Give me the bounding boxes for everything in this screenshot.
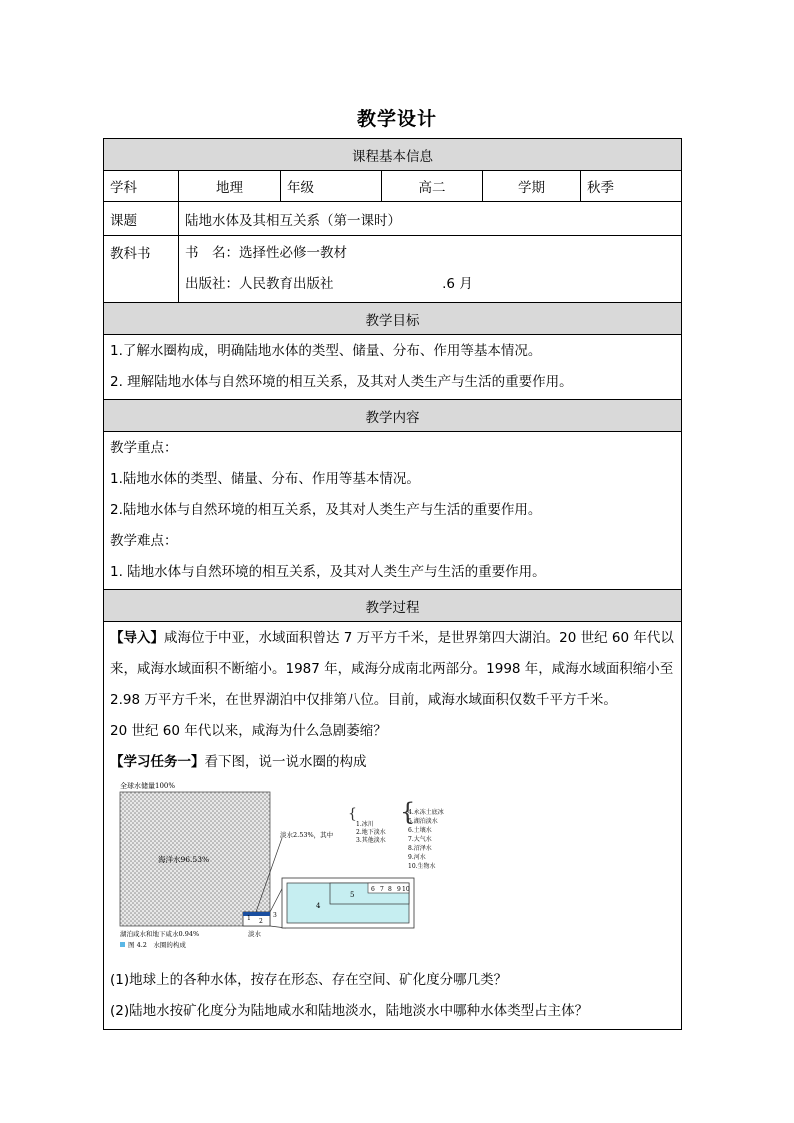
figure-caption: 图 4.2 水圈的构成 [128,941,186,949]
key-points-label: 教学重点： [110,440,178,456]
box-number: 7 [380,886,384,893]
topic-value: 陆地水体及其相互关系（第一课时） [179,202,682,236]
brace: { [348,806,357,822]
date-fragment: .6 月 [442,276,473,292]
intro-text: 咸海位于中亚，水域面积曾达 7 万平方千米，是世界第四大湖泊。20 世纪 60 年代以来，咸海水域面积不断缩小。1987 年，咸海分成南北两部分。1998 年，咸海水域面积缩小至 2.98 万平方千米，在世界湖泊中仅排第八位。目前，咸海水域面积仅数千平方千米。 [110,630,674,708]
difficult-points-label: 教学难点： [110,533,178,549]
other-item: 4.永冻土底冰 [408,809,444,816]
fresh-label: 淡水2.53%，其中 [280,831,334,839]
book-line: 书 名：选择性必修一教材 [185,245,347,261]
intro-paragraph [110,623,675,716]
other-item: 8.沼泽水 [408,845,432,852]
box-number: 5 [350,891,355,899]
box-number: 1 [247,915,251,922]
hydrosphere-figure [110,780,670,965]
content-block [104,432,682,590]
box-number: 3 [273,912,277,919]
question-2: (2)陆地水按矿化度分为陆地咸水和陆地淡水，陆地淡水中哪种水体类型占主体？ [110,1003,589,1019]
intro-question: 20 世纪 60 年代以来，咸海为什么急剧萎缩？ [110,723,387,739]
goals-block [104,335,682,400]
grade-value: 高二 [382,171,483,202]
box-number: 6 [371,886,375,893]
lesson-plan-table [103,138,682,1030]
brace: { [400,798,416,826]
section-header-process: 教学过程 [104,590,682,622]
fresh-short-label: 淡水 [248,930,261,938]
box-number: 4 [316,902,321,910]
task-tag: 【学习任务一】 [110,754,205,770]
key-point-item: 1.陆地水体的类型、储量、分布、作用等基本情况。 [110,471,420,487]
section-header-content: 教学内容 [104,400,682,432]
task-text: 看下图，说一说水圈的构成 [204,754,367,770]
grade-label: 年级 [281,171,382,202]
box-number: 2 [259,918,263,925]
total-label: 全球水储量100% [120,782,176,790]
term-value: 秋季 [581,171,682,202]
other-item: 5.湖泊淡水 [408,818,438,825]
task-line [110,747,675,778]
other-item: 6.土壤水 [408,827,432,834]
section-header-basic-info: 课程基本信息 [104,139,682,171]
fresh-item: 2.地下淡水 [356,829,386,836]
ocean-label: 海洋水96.53% [158,855,210,864]
hydrosphere-diagram [110,780,670,965]
key-point-item: 2.陆地水体与自然环境的相互关系，及其对人类生产与生活的重要作用。 [110,502,542,518]
publisher-row [185,269,675,300]
section-header-goals: 教学目标 [104,303,682,335]
other-item: 9.河水 [408,854,426,861]
textbook-info [179,236,682,303]
process-block [104,622,682,1030]
intro-tag: 【导入】 [110,630,164,646]
textbook-label: 教科书 [104,236,179,303]
box-number: 10 [402,886,410,893]
difficult-point-item: 1. 陆地水体与自然环境的相互关系，及其对人类生产与生活的重要作用。 [110,564,546,580]
subject-value: 地理 [179,171,281,202]
other-item: 10.生物水 [408,863,436,870]
fresh-item: 1.冰川 [356,821,374,828]
salt-label: 湖泊咸水和地下咸水0.94% [120,930,200,938]
goal-item: 1.了解水圈构成，明确陆地水体的类型、储量、分布、作用等基本情况。 [110,343,542,359]
fresh-item: 3.其他淡水 [356,837,386,844]
goal-item: 2. 理解陆地水体与自然环境的相互关系，及其对人类生产与生活的重要作用。 [110,374,573,390]
question-1: (1)地球上的各种水体，按存在形态、存在空间、矿化度分哪几类？ [110,972,508,988]
box-number: 9 [397,886,401,893]
term-label: 学期 [483,171,581,202]
topic-label: 课题 [104,202,179,236]
subject-label: 学科 [104,171,179,202]
publisher-line: 出版社：人民教育出版社 [185,276,334,292]
page-title: 教学设计 [356,108,437,130]
box-number: 8 [388,886,392,893]
other-item: 7.大气水 [408,836,432,843]
caption-marker [120,942,125,947]
